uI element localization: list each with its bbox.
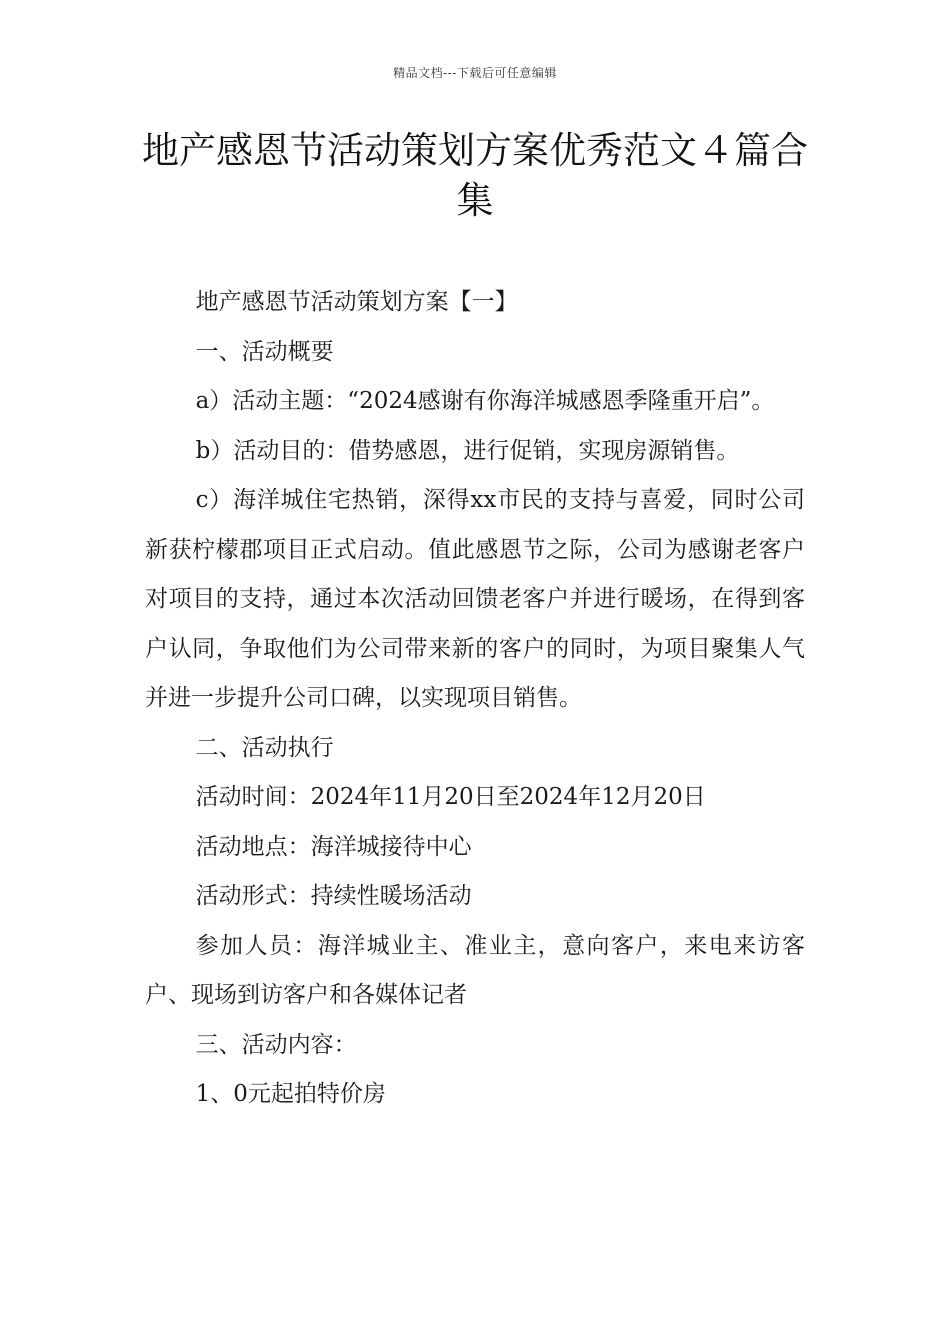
header-note: 精品文档---下载后可任意编辑 (393, 66, 557, 80)
document-body (145, 278, 805, 1120)
paragraph-location: 活动地点：海洋城接待中心 (195, 833, 472, 860)
heading-content: 三、活动内容： (195, 1031, 357, 1058)
heading-overview: 一、活动概要 (195, 338, 334, 365)
paragraph-format: 活动形式：持续性暖场活动 (195, 883, 472, 909)
paragraph-purpose: b）活动目的：借势感恩，进行促销，实现房源销售。 (195, 437, 740, 464)
paragraph-item-1: 1、0元起拍特价房 (195, 1081, 386, 1107)
heading-execution: 二、活动执行 (195, 734, 334, 761)
paragraph-background: c）海洋城住宅热销，深得xx市民的支持与喜爱，同时公司新获柠檬郡项目正式启动。值此感恩节之际，公司为感谢老客户对项目的支持，通过本次活动回馈老客户并进行暖场，在得到客户认同，争取他们为公司带来新的客户的同时，为项目聚集人气并进一步提升公司口碑，以实现项目销售。 (145, 487, 805, 711)
paragraph-theme: a）活动主题：“2024感谢有你海洋城感恩季隆重开启”。 (195, 388, 775, 414)
document-title: 地产感恩节活动策划方案优秀范文４篇合集 (142, 129, 808, 222)
paragraph-participants: 参加人员：海洋城业主、准业主，意向客户，来电来访客户、现场到访客户和各媒体记者 (145, 932, 805, 1008)
section-heading: 地产感恩节活动策划方案【一】 (195, 289, 518, 315)
paragraph-time: 活动时间：2024年11月20日至2024年12月20日 (195, 784, 706, 810)
